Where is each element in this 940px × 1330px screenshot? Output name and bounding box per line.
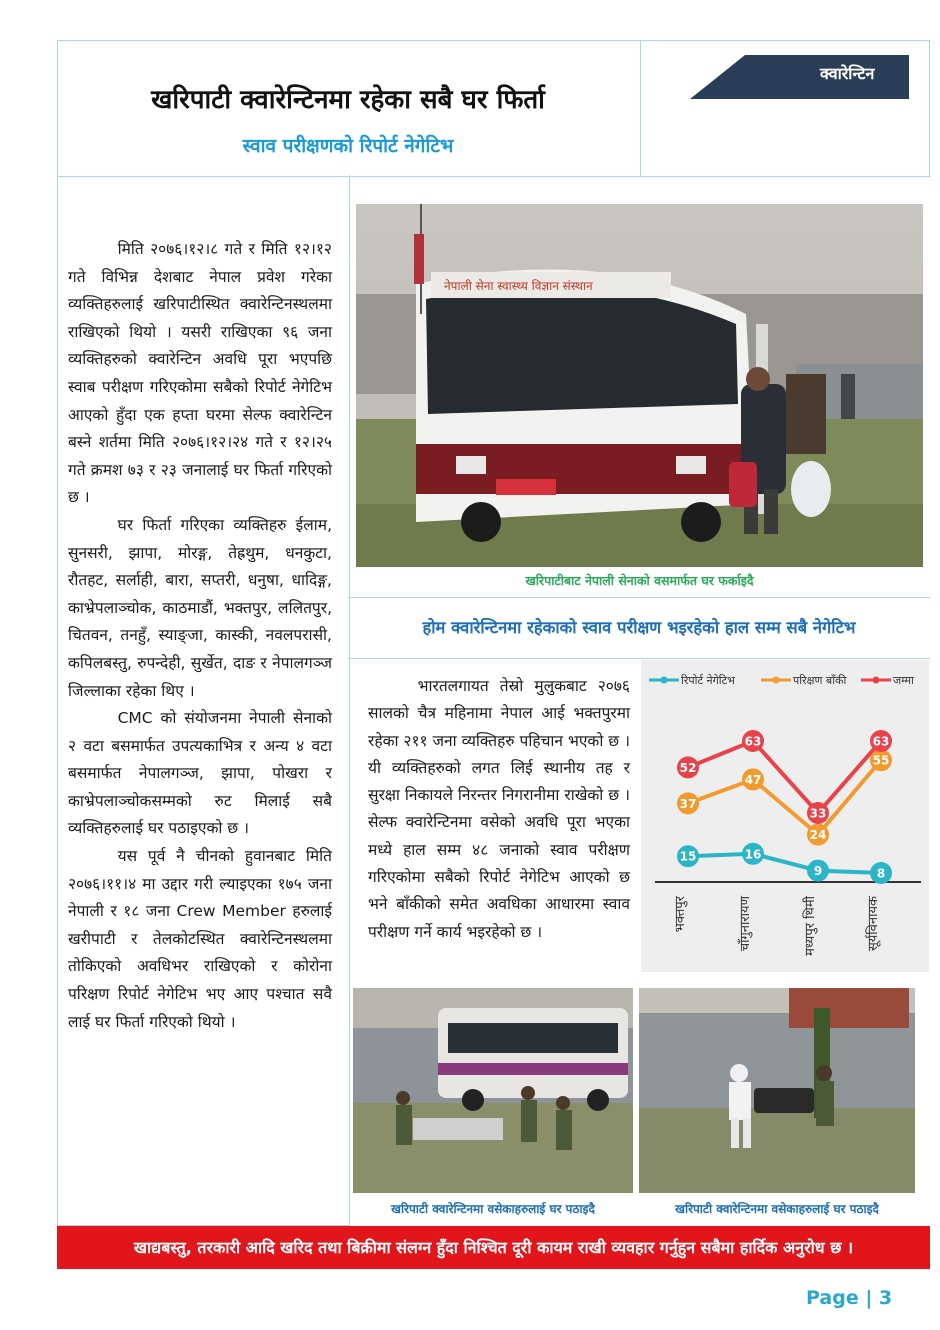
bottom-photo-1-caption: खरिपाटी क्वारेन्टिनमा वसेकाहरुलाई घर पठाइदै	[391, 1202, 595, 1216]
data-label-2-2: 47	[744, 772, 762, 787]
paragraph-2: घर फिर्ता गरिएका व्यक्तिहरु ईलाम, सुनसरी, झापा, मोरङ्ग, तेह्रथुम, धनकुटा, रौतहट, सर्लाही, बारा, सप्तरी, धनुषा, धादिङ्ग, काभ्रेपलाञ्चोक, काठमाडौं, भक्तपुर, ललितपुर, चितवन, तनहुँ, स्याङ्जा, कास्की, नवलपरासी, कपिलबस्तु, रुपन्देही, सुर्खेत, दाङ र नेपालगञ्ज जिल्लाका रहेका थिए ।	[68, 515, 332, 700]
paragraph-1: मिति २०७६।१२।८ गते र मिति १२।१२ गते विभिन्न देशबाट नेपाल प्रवेश गरेका व्यक्तिहरुलाई खरिपाटीस्थित क्वारेन्टिनस्थलमा राखिएको थियो । यसरी राखिएका ९६ जना व्यक्तिहरुको क्वारेन्टिन अवधि पूरा भएपछि स्वाब परीक्षण गरिएकोमा सबैको रिपोर्ट नेगेटिभ आएको हुँदा एक हप्ता घरमा सेल्फ क्वारेन्टिन बस्ने शर्तमा मिति २०७६।१२।२४ गते र १२।२५ गते क्रमश ७३ र २३ जनालाई घर फिर्ता गरिएको छ ।	[68, 240, 332, 507]
legend-marker-1	[661, 677, 668, 684]
data-label-3-3: 33	[809, 806, 827, 821]
data-label-1-3: 9	[813, 864, 823, 879]
page-number: Page | 3	[806, 1287, 893, 1309]
paragraph-3: CMC को संयोजनमा नेपाली सेनाको २ वटा बसमार्फत उपत्यकाभित्र र अन्य ४ वटा बसमार्फत नेपालगञ्ज, झापा, पोखरा र काभ्रेपलाञ्चोकसम्मको रुट मिलाई सबै व्यक्तिहरुलाई घर पठाइएको छ ।	[68, 709, 332, 838]
data-label-3-1: 52	[679, 760, 697, 775]
bottom-photo-2	[639, 988, 915, 1193]
series-line-1	[688, 854, 881, 873]
section-tag: क्वारेन्टिन	[820, 64, 875, 83]
bus-sign: नेपाली सेना स्वास्थ्य विज्ञान संस्थान	[444, 279, 593, 293]
legend-marker-3	[873, 677, 880, 684]
section-heading: होम क्वारेन्टिनमा रहेकाको स्वाव परीक्षण भइरहेको हाल सम्म सबै नेगेटिभ	[348, 597, 930, 659]
bottom-photo-1	[353, 988, 633, 1193]
data-label-2-3: 24	[809, 828, 827, 843]
page-title: खरिपाटी क्वारेन्टिनमा रहेका सबै घर फिर्ता	[151, 85, 545, 115]
data-label-1-2: 16	[744, 847, 762, 862]
data-label-3-4: 63	[872, 734, 890, 749]
data-label-3-2: 63	[744, 734, 762, 749]
data-label-1-1: 15	[679, 849, 697, 864]
page-subtitle: स्वाव परीक्षणको रिपोर्ट नेगेटिभ	[242, 135, 454, 157]
footer-banner: खाद्यबस्तु, तरकारी आदि खरिद तथा बिक्रीमा संलग्न हुँदा निश्चित दूरी कायम राखी व्यवहार गर्नुहुन सबैमा हार्दिक अनुरोध छ ।	[57, 1226, 930, 1269]
category-label-1: भक्तपुर	[673, 896, 688, 933]
paragraph-4: यस पूर्व नै चीनको हुवानबाट मिति २०७६।११।४ मा उद्दार गरी ल्याइएका १७५ जना नेपाली र १८ जना Crew Member हरुलाई खरीपाटी र तेलकोटस्थित क्वारेन्टिनस्थलमा तोकिएको अवधिभर राखिएको र कोरोना परिक्षण रिपोर्ट नेगेटिभ भए आए पश्चात सवै लाई घर फिर्ता गरिएको थियो ।	[68, 847, 332, 1031]
series-line-3	[688, 741, 881, 813]
category-label-3: मध्यपुर थिमी	[803, 896, 818, 956]
data-label-1-4: 8	[876, 866, 886, 881]
legend-marker-2	[773, 677, 780, 684]
section-tag-shape	[690, 55, 909, 99]
bus-photo	[356, 204, 923, 567]
data-label-2-1: 37	[679, 796, 697, 811]
legend-label-1: रिपोर्ट नेगेटिभ	[681, 674, 735, 687]
legend-label-2: परिक्षण बाँकी	[793, 674, 847, 687]
line-chart	[641, 660, 929, 972]
left-article	[68, 236, 332, 1036]
bus-photo-caption: खरिपाटीबाट नेपाली सेनाको वसमार्फत घर फर्काइदै	[525, 573, 754, 588]
middle-paragraph: भारतलगायत तेस्रो मुलुकबाट २०७६ सालको चैत्र महिनामा नेपाल आई भक्तपुरमा रहेका २११ जना व्यक्तिहरु पहिचान भएको छ । यी व्यक्तिहरुको लगत लिई स्थानीय तह र सुरक्षा निकायले निरन्तर निगरानीमा राखेको छ । सेल्फ क्वारेन्टिनमा वसेको अवधि पूरा भएका मध्ये हाल सम्म ४८ जनाको स्वाव परीक्षण गरिएकोमा सबैको रिपोर्ट नेगेटिभ आएको छ भने बाँकीको समेत अवधिका आधारमा स्वाव परीक्षण गर्ने कार्य भइरहेको छ ।	[368, 677, 630, 941]
category-label-2: चाँगुनारायण	[738, 896, 753, 952]
bottom-photo-2-caption: खरिपाटी क्वारेन्टिनमा वसेकाहरुलाई घर पठाइदै	[675, 1202, 879, 1216]
data-label-2-4: 55	[872, 753, 890, 768]
chart-canvas	[641, 660, 929, 972]
middle-article	[368, 673, 630, 946]
category-label-4: सूर्यविनायक	[866, 896, 881, 952]
legend-label-3: जम्मा	[893, 674, 914, 687]
